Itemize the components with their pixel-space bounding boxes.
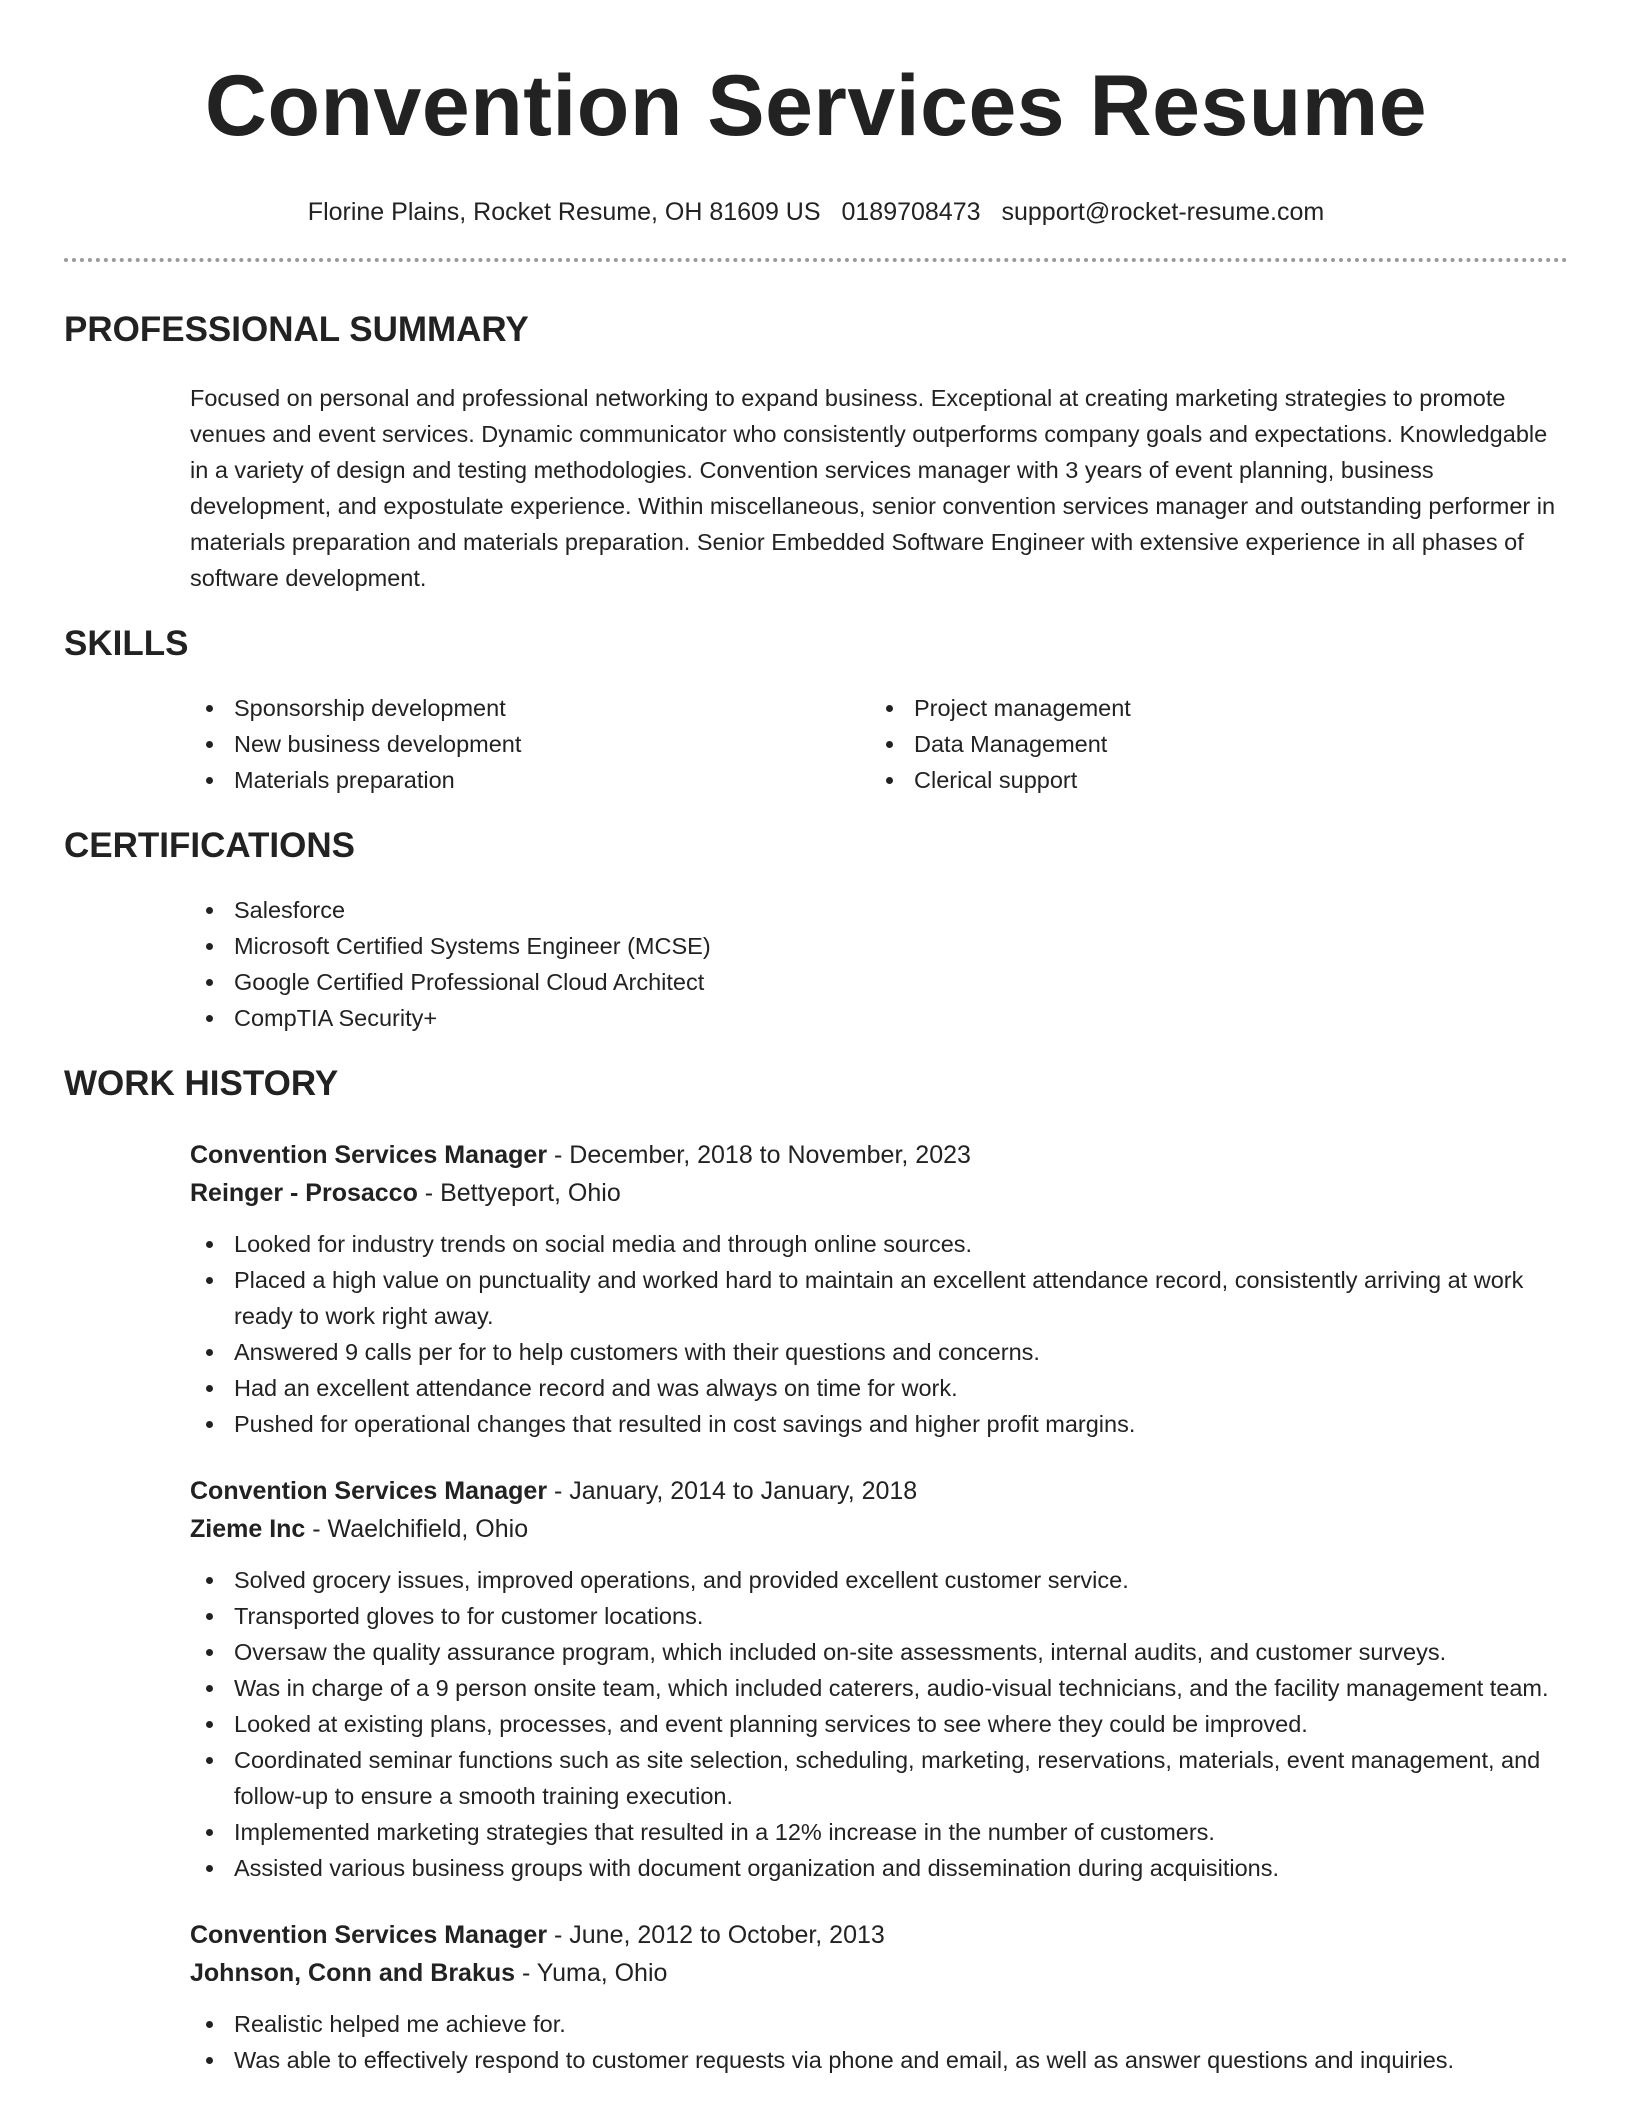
job-company: Zieme Inc [190,1515,306,1543]
job-title: Convention Services Manager [190,1141,548,1169]
skills-column-right [870,690,1550,798]
skills-heading: SKILLS [64,624,189,663]
job-title: Convention Services Manager [190,1477,548,1505]
certification-item: Salesforce [190,892,1568,928]
job-bullet: Realistic helped me achieve for. [190,2006,1568,2042]
job-bullet-list [190,1226,1568,1442]
job-dates: - June, 2012 to October, 2013 [547,1921,885,1949]
certification-item: Google Certified Professional Cloud Architect [190,964,1568,1000]
job-bullet-list [190,1562,1568,1886]
job-entry [190,1136,1568,1442]
certifications-list [190,892,1568,1036]
certifications-section [64,824,1568,1036]
job-title-line [190,1472,1568,1510]
job-entry [190,1916,1568,2078]
work-history-heading: WORK HISTORY [64,1064,339,1103]
job-bullet: Solved grocery issues, improved operations, and provided excellent customer service. [190,1562,1568,1598]
job-bullet: Had an excellent attendance record and was always on time for work. [190,1370,1568,1406]
job-bullet: Pushed for operational changes that resulted in cost savings and higher profit margins. [190,1406,1568,1442]
job-company-line [190,1510,1568,1548]
skill-item: Sponsorship development [190,690,870,726]
header-divider [64,258,1568,262]
skills-column-left [190,690,870,798]
job-bullet: Was in charge of a 9 person onsite team, which included caterers, audio-visual technicians, and the facility management team. [190,1670,1568,1706]
job-bullet: Looked for industry trends on social media and through online sources. [190,1226,1568,1262]
resume-title: Convention Services Resume [204,58,1428,154]
summary-heading: PROFESSIONAL SUMMARY [64,310,529,349]
job-bullet: Coordinated seminar functions such as site selection, scheduling, marketing, reservations, materials, event management, and follow-up to ensure a smooth training execution. [190,1742,1568,1814]
job-bullet: Was able to effectively respond to customer requests via phone and email, as well as answer questions and inquiries. [190,2042,1568,2078]
job-location: - Bettyeport, Ohio [417,1179,621,1207]
job-company-line [190,1174,1568,1212]
skill-item: Project management [870,690,1550,726]
job-title-line [190,1136,1568,1174]
contact-address: Florine Plains, Rocket Resume, OH 81609 US [307,198,821,226]
job-dates: - December, 2018 to November, 2023 [547,1141,971,1169]
skill-item: Data Management [870,726,1550,762]
skills-section [64,622,1568,798]
skill-item: Materials preparation [190,762,870,798]
job-company: Johnson, Conn and Brakus [190,1959,516,1987]
summary-section [64,308,1568,596]
job-title: Convention Services Manager [190,1921,548,1949]
job-bullet: Assisted various business groups with document organization and dissemination during acquisitions. [190,1850,1568,1886]
skill-item: Clerical support [870,762,1550,798]
job-dates: - January, 2014 to January, 2018 [547,1477,918,1505]
job-company-line [190,1954,1568,1992]
contact-email: support@rocket-resume.com [1001,198,1325,226]
summary-text: Focused on personal and professional networking to expand business. Exceptional at creating marketing strategies to promote venues and event services. Dynamic communicator who consistently outperforms company goals and expectations. Knowledgable in a variety of design and testing methodologies. Convention services manager with 3 years of event planning, business development, and expostulate experience. Within miscellaneous, senior convention services manager and outstanding performer in materials preparation and materials preparation. Senior Embedded Software Engineer with extensive experience in all phases of software development. [190,385,1556,591]
job-bullet: Transported gloves to for customer locations. [190,1598,1568,1634]
job-bullet: Implemented marketing strategies that resulted in a 12% increase in the number of customers. [190,1814,1568,1850]
job-entry [190,1472,1568,1886]
skills-grid [190,690,1568,798]
contact-phone: 0189708473 [841,198,981,226]
contact-line [64,196,1568,228]
job-bullet: Oversaw the quality assurance program, which included on-site assessments, internal audits, and customer surveys. [190,1634,1568,1670]
job-title-line [190,1916,1568,1954]
work-history-section [64,1062,1568,2078]
job-bullet: Answered 9 calls per for to help customers with their questions and concerns. [190,1334,1568,1370]
certification-item: Microsoft Certified Systems Engineer (MCSE) [190,928,1568,964]
certifications-heading: CERTIFICATIONS [64,826,356,865]
certification-item: CompTIA Security+ [190,1000,1568,1036]
job-location: - Yuma, Ohio [515,1959,668,1987]
job-company: Reinger - Prosacco [190,1179,418,1207]
job-location: - Waelchifield, Ohio [305,1515,529,1543]
job-bullet-list [190,2006,1568,2078]
skill-item: New business development [190,726,870,762]
job-bullet: Looked at existing plans, processes, and event planning services to see where they could be improved. [190,1706,1568,1742]
job-bullet: Placed a high value on punctuality and worked hard to maintain an excellent attendance record, consistently arriving at work ready to work right away. [190,1262,1568,1334]
